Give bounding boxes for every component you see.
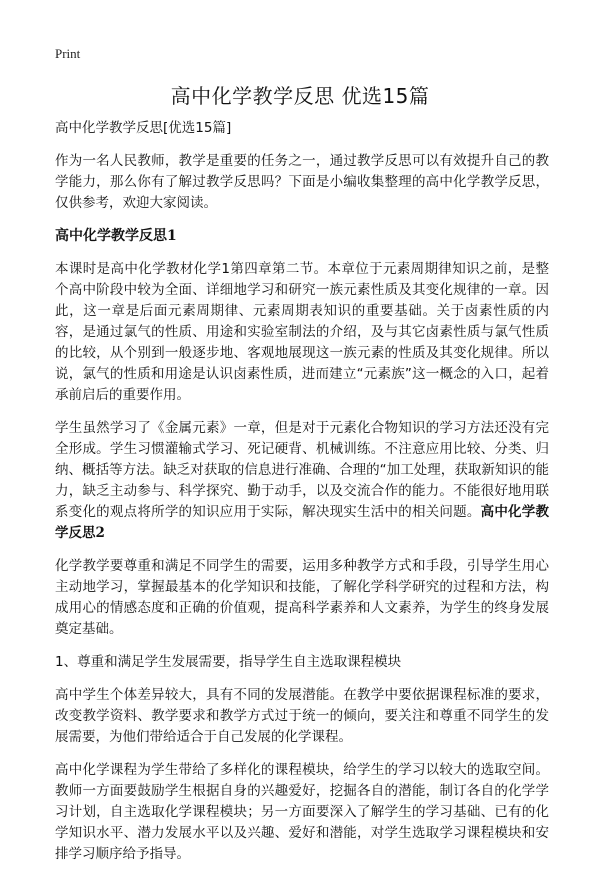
intro-paragraph: 作为一名人民教师，教学是重要的任务之一，通过教学反思可以有效提升自己的教学能力，那么你有了解过教学反思吗？下面是小编收集整理的高中化学教学反思，仅供参考，欢迎大家阅读。 <box>55 153 549 211</box>
section-heading-1: 高中化学教学反思1 <box>55 228 177 244</box>
section2-paragraph-2: 高中学生个体差异较大，具有不同的发展潜能。在教学中要依据课程标准的要求，改变教学资料、教学要求和教学方式过于统一的倾向，要关注和尊重不同学生的发展需要，为他们带给适合于自己发展的化学课程。 <box>55 687 549 745</box>
section2-paragraph-3: 高中化学课程为学生带给了多样化的课程模块，给学生的学习以较大的选取空间。教师一方面要鼓励学生根据自身的兴趣爱好，挖掘各自的潜能，制订各自的化学学习计划，自主选取化学课程模块；另一方面要深入了解学生的学习基础、已有的化学知识水平、潜力发展水平以及兴趣、爱好和潜能，对学生选取学习课程模块和安排学习顺序给予指导。 <box>55 762 549 862</box>
section1-paragraph-1: 本课时是高中化学教材化学1第四章第二节。本章位于元素周期律知识之前，是整个高中阶段中较为全面、详细地学习和研究一族元素性质及其变化规律的一章。因此，这一章是后面元素周期律、元素周期表知识的重要基础。关于卤素性质的内容，是通过氯气的性质、用途和实验室制法的介绍，及与其它卤素性质与氯气性质的比较，从个别到一般逐步地、客观地展现这一族元素的性质及其变化规律。所以说，氯气的性质和用途是认识卤素性质，进而建立“元素族”这一概念的入口，起着承前启后的重要作用。 <box>55 261 549 403</box>
section-heading-2: 高中化学教学反思2 <box>55 504 550 541</box>
item-heading-1: 1、尊重和满足学生发展需要，指导学生自主选取课程模块 <box>55 654 402 670</box>
article-body <box>55 118 549 877</box>
section1-paragraph-2-text: 学生虽然学习了《金属元素》一章，但是对于元素化合物知识的学习方法还没有完全形成。学生习惯灌输式学习、死记硬背、机械训练。不注意应用比较、分类、归纳、概括等方法。缺乏对获取的信息进行准确、合理的“加工处理，获取新知识的能力，缺乏主动参与、科学探究、勤于动手，以及交流合作的能力。不能很好地用联系变化的观点将所学的知识应用于实际，解决现实生活中的相关问题。 <box>55 420 549 520</box>
print-label: Print <box>55 46 81 61</box>
section1-paragraph-2 <box>55 418 549 544</box>
page-title: 高中化学教学反思 优选15篇 <box>170 84 430 108</box>
section2-paragraph-1: 化学教学要尊重和满足不同学生的需要，运用多种教学方式和手段，引导学生用心主动地学习，掌握最基本的化学知识和技能，了解化学科学研究的过程和方法，构成用心的情感态度和正确的价值观，提高科学素养和人文素养，为学生的终身发展奠定基础。 <box>55 558 549 637</box>
article-subtitle: 高中化学教学反思[优选15篇] <box>55 120 232 136</box>
